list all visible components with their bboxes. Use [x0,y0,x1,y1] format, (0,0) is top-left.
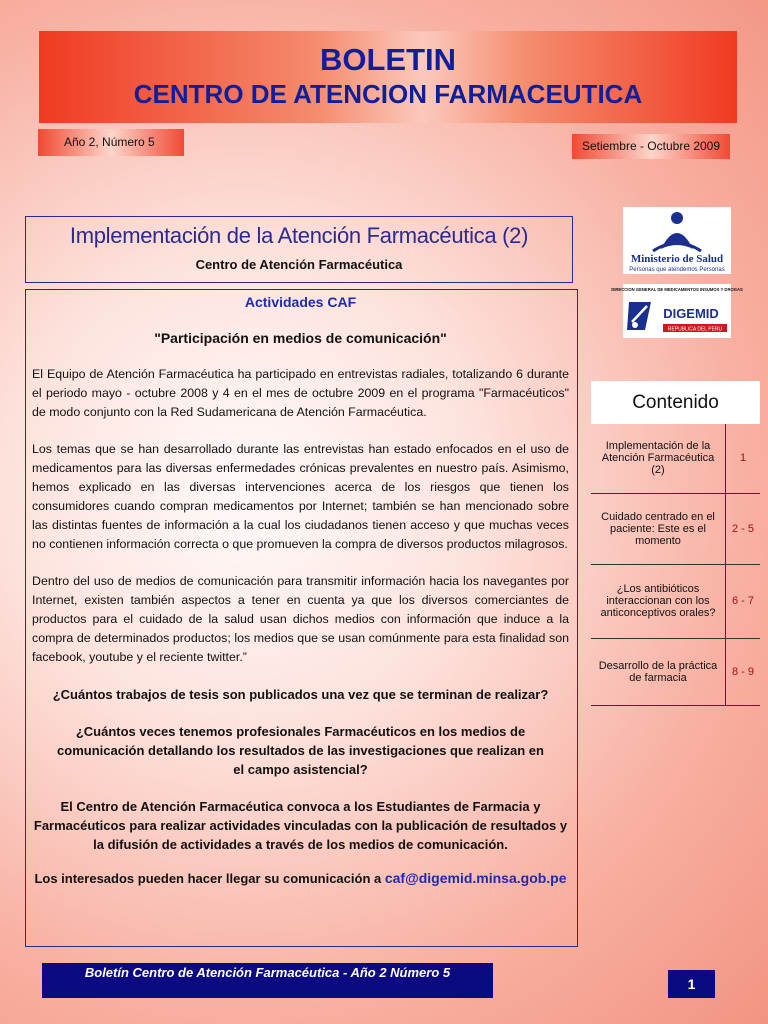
article-body [25,289,578,947]
call-to-action: El Centro de Atención Farmacéutica convoca a los Estudiantes de Farmacia y Farmacéuticos para realizar actividades vinculadas con la publicación de resultados y la difusión de actividades a través de los medios de comunicación. [33,799,568,852]
quote-heading: "Participación en medios de comunicación" [154,330,447,346]
contact-text: Los interesados pueden hacer llegar su comunicación a [34,871,385,886]
question-professionals: ¿Cuántos veces tenemos profesionales Farmacéuticos en los medios de comunicación detallando los resultados de las investigaciones que realizan en el campo asistencial? [57,724,544,777]
contents-item-pages: 2 - 5 [726,493,761,564]
contents-row[interactable] [591,564,760,638]
digemid-name: DIGEMID [663,306,719,321]
ministerio-de-salud-logo [623,207,731,274]
section-heading: Actividades CAF [244,294,357,310]
contents-item-label: Desarrollo de la práctica de farmacia [591,638,726,705]
bulletin-subtitle: CENTRO DE ATENCION FARMACEUTICA [133,79,643,109]
contents-item-label: ¿Los antibióticos interaccionan con los anticonceptivos orales? [591,564,726,638]
footer-bar: Boletín Centro de Atención Farmacéutica - Año 2 Número 5 [42,963,493,998]
contents-row[interactable] [591,424,760,493]
digemid-logo [611,284,743,338]
question-thesis: ¿Cuántos trabajos de tesis son publicados una vez que se terminan de realizar? [52,687,549,702]
article-subtitle: Centro de Atención Farmacéutica [195,257,403,272]
contents-item-pages: 1 [726,424,761,493]
paragraph: Los temas que se han desarrollado durante las entrevistas han estado enfocados en el uso de medicamentos para las diversas enfermedades crónicas prevalentes en nuestro país. Asimismo, hemos explicado en las diversas intervenciones acerca de los riesgos que tienen los consumidores cuando compran medicamentos por Internet; también se han mencionado sobre las distintas fuentes de información a la cual los ciudadanos tienen acceso y que muchas veces no contienen información correcta o que promueven la compra de diversos productos milagrosos. [32,442,569,551]
digemid-country: REPUBLICA DEL PERU [667,326,723,333]
minsa-tagline: Personas que atendemos Personas [629,267,725,273]
digemid-top-text: DIRECCION GENERAL DE MEDICAMENTOS INSUMOS Y DROGAS [611,287,743,292]
page-number: 1 [668,970,715,998]
contents-item-pages: 8 - 9 [726,638,761,705]
article-title: Implementación de la Atención Farmacéutica (2) [69,223,529,248]
contents-row[interactable] [591,493,760,564]
header-banner [39,31,737,123]
paragraph: El Equipo de Atención Farmacéutica ha participado en entrevistas radiales, totalizando 6 durante el periodo mayo - octubre 2008 y 4 en el mes de octubre 2009 en el programa "Farmacéuticos" de modo conjunto con la Red Sudamericana de Atención Farmacéutica. [32,367,569,419]
issue-badge: Año 2, Número 5 [38,129,184,156]
contents-item-pages: 6 - 7 [726,564,761,638]
contents-title: Contenido [591,381,760,424]
contents-item-label: Implementación de la Atención Farmacéutica (2) [591,424,726,493]
contents-table [591,424,760,706]
minsa-name: Ministerio de Salud [630,253,724,265]
contact-email-link[interactable]: caf@digemid.minsa.gob.pe [384,870,567,886]
date-badge: Setiembre - Octubre 2009 [572,134,730,159]
contents-row[interactable] [591,638,760,705]
paragraph: Dentro del uso de medios de comunicación para transmitir información hacia los navegantes por Internet, existen también aspectos a tener en cuenta ya que los diversos comerciantes de productos para el cuidado de la salud usan dichos medios con información que induce a la compra de determinados productos; los medios que se usan comúnmente para esta finalidad son facebook, youtube y el reciente twitter.” [32,574,569,664]
contents-item-label: Cuidado centrado en el paciente: Este es el momento [591,493,726,564]
contact-line [32,870,569,886]
bulletin-title: BOLETIN [319,42,457,77]
article-title-box [25,216,573,283]
